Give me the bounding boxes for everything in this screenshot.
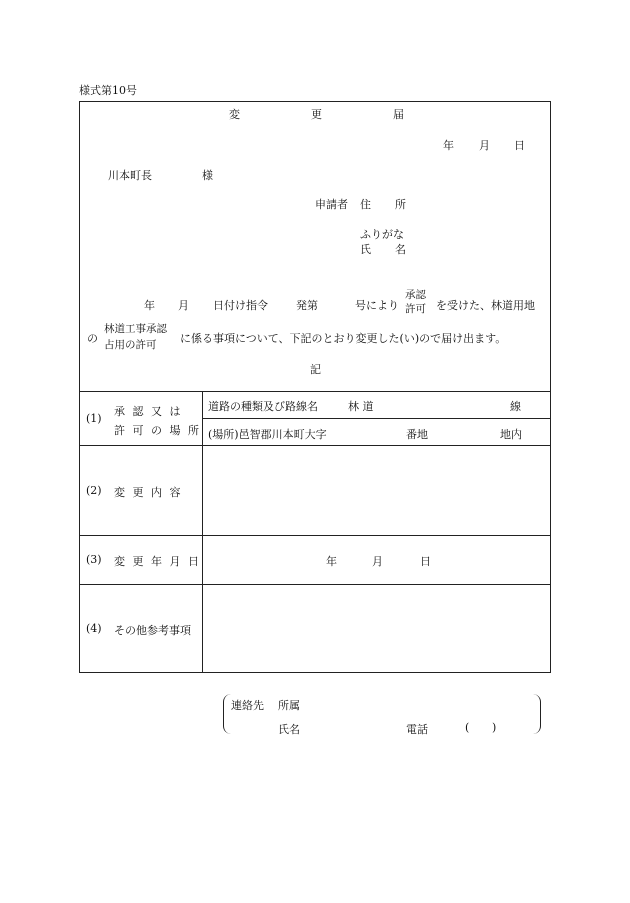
stack-construction: 林道工事承認 bbox=[104, 323, 167, 335]
table-top-line bbox=[79, 391, 551, 392]
body-year: 年 bbox=[144, 299, 155, 312]
applicant-label: 申請者 bbox=[315, 198, 348, 211]
body-issue: 発第 bbox=[296, 299, 318, 312]
address-char-1: 住 bbox=[360, 198, 371, 211]
date-year: 年 bbox=[443, 139, 454, 152]
date-month: 月 bbox=[479, 139, 490, 152]
road-label: 道路の種類及び路線名 bbox=[208, 400, 318, 413]
row1-label-bottom: 許 可 の 場 所 bbox=[114, 424, 201, 437]
stack-permission: 許可 bbox=[405, 303, 426, 315]
title-char-1: 変 bbox=[229, 108, 240, 121]
row3-year: 年 bbox=[326, 555, 337, 568]
title-char-3: 届 bbox=[393, 108, 404, 121]
row2-bottom-line bbox=[79, 535, 551, 536]
row3-day: 日 bbox=[420, 555, 431, 568]
row4-label: その他参考事項 bbox=[114, 624, 191, 637]
name-char-2: 名 bbox=[395, 243, 406, 256]
row1-label-top: 承 認 又 は bbox=[114, 405, 183, 418]
contact-label: 連絡先 bbox=[231, 699, 264, 712]
row1-bottom-line bbox=[79, 445, 551, 446]
place-chinai: 地内 bbox=[500, 428, 522, 441]
body-month: 月 bbox=[178, 299, 189, 312]
name-char-1: 氏 bbox=[360, 243, 371, 256]
row3-label: 変 更 年 月 日 bbox=[114, 555, 201, 568]
contact-phone: 電話 bbox=[406, 723, 428, 736]
row2-number: (2) bbox=[86, 484, 102, 497]
body-after-stack: を受けた、林道用地 bbox=[436, 299, 535, 312]
body-after-stack2: に係る事項について、下記のとおり変更した(い)ので届け出ます。 bbox=[180, 332, 507, 345]
contact-paren-close: ) bbox=[492, 721, 497, 734]
body-designation: 日付け指令 bbox=[213, 299, 268, 312]
addressee-honorific: 様 bbox=[202, 169, 213, 182]
row3-bottom-line bbox=[79, 584, 551, 585]
form-number: 様式第10号 bbox=[79, 84, 137, 97]
furigana-label: ふりがな bbox=[360, 228, 404, 241]
place-banchi: 番地 bbox=[406, 428, 428, 441]
row3-number: (3) bbox=[86, 553, 102, 566]
addressee-name: 川本町長 bbox=[108, 169, 152, 182]
contact-affiliation: 所属 bbox=[278, 699, 300, 712]
ki-label: 記 bbox=[310, 363, 321, 376]
contact-name: 氏名 bbox=[278, 723, 300, 736]
row4-number: (4) bbox=[86, 622, 102, 635]
place-label: (場所)邑智郡川本町大字 bbox=[208, 428, 327, 441]
contact-paren-open: ( bbox=[465, 721, 470, 734]
contact-bracket-right bbox=[532, 694, 541, 734]
row1-inner-line bbox=[202, 418, 551, 419]
body-no: の bbox=[87, 332, 98, 345]
address-char-2: 所 bbox=[395, 198, 406, 211]
row1-number: (1) bbox=[86, 412, 102, 425]
title-char-2: 更 bbox=[311, 108, 322, 121]
road-suffix: 線 bbox=[510, 400, 521, 413]
body-number: 号により bbox=[355, 299, 399, 312]
table-col-divider bbox=[202, 391, 203, 673]
form-frame bbox=[79, 101, 551, 673]
road-type: 林 道 bbox=[348, 400, 374, 413]
stack-approval: 承認 bbox=[405, 289, 426, 301]
date-day: 日 bbox=[514, 139, 525, 152]
stack-occupancy: 占用の許可 bbox=[104, 339, 157, 351]
row2-label: 変 更 内 容 bbox=[114, 486, 183, 499]
row3-month: 月 bbox=[372, 555, 383, 568]
